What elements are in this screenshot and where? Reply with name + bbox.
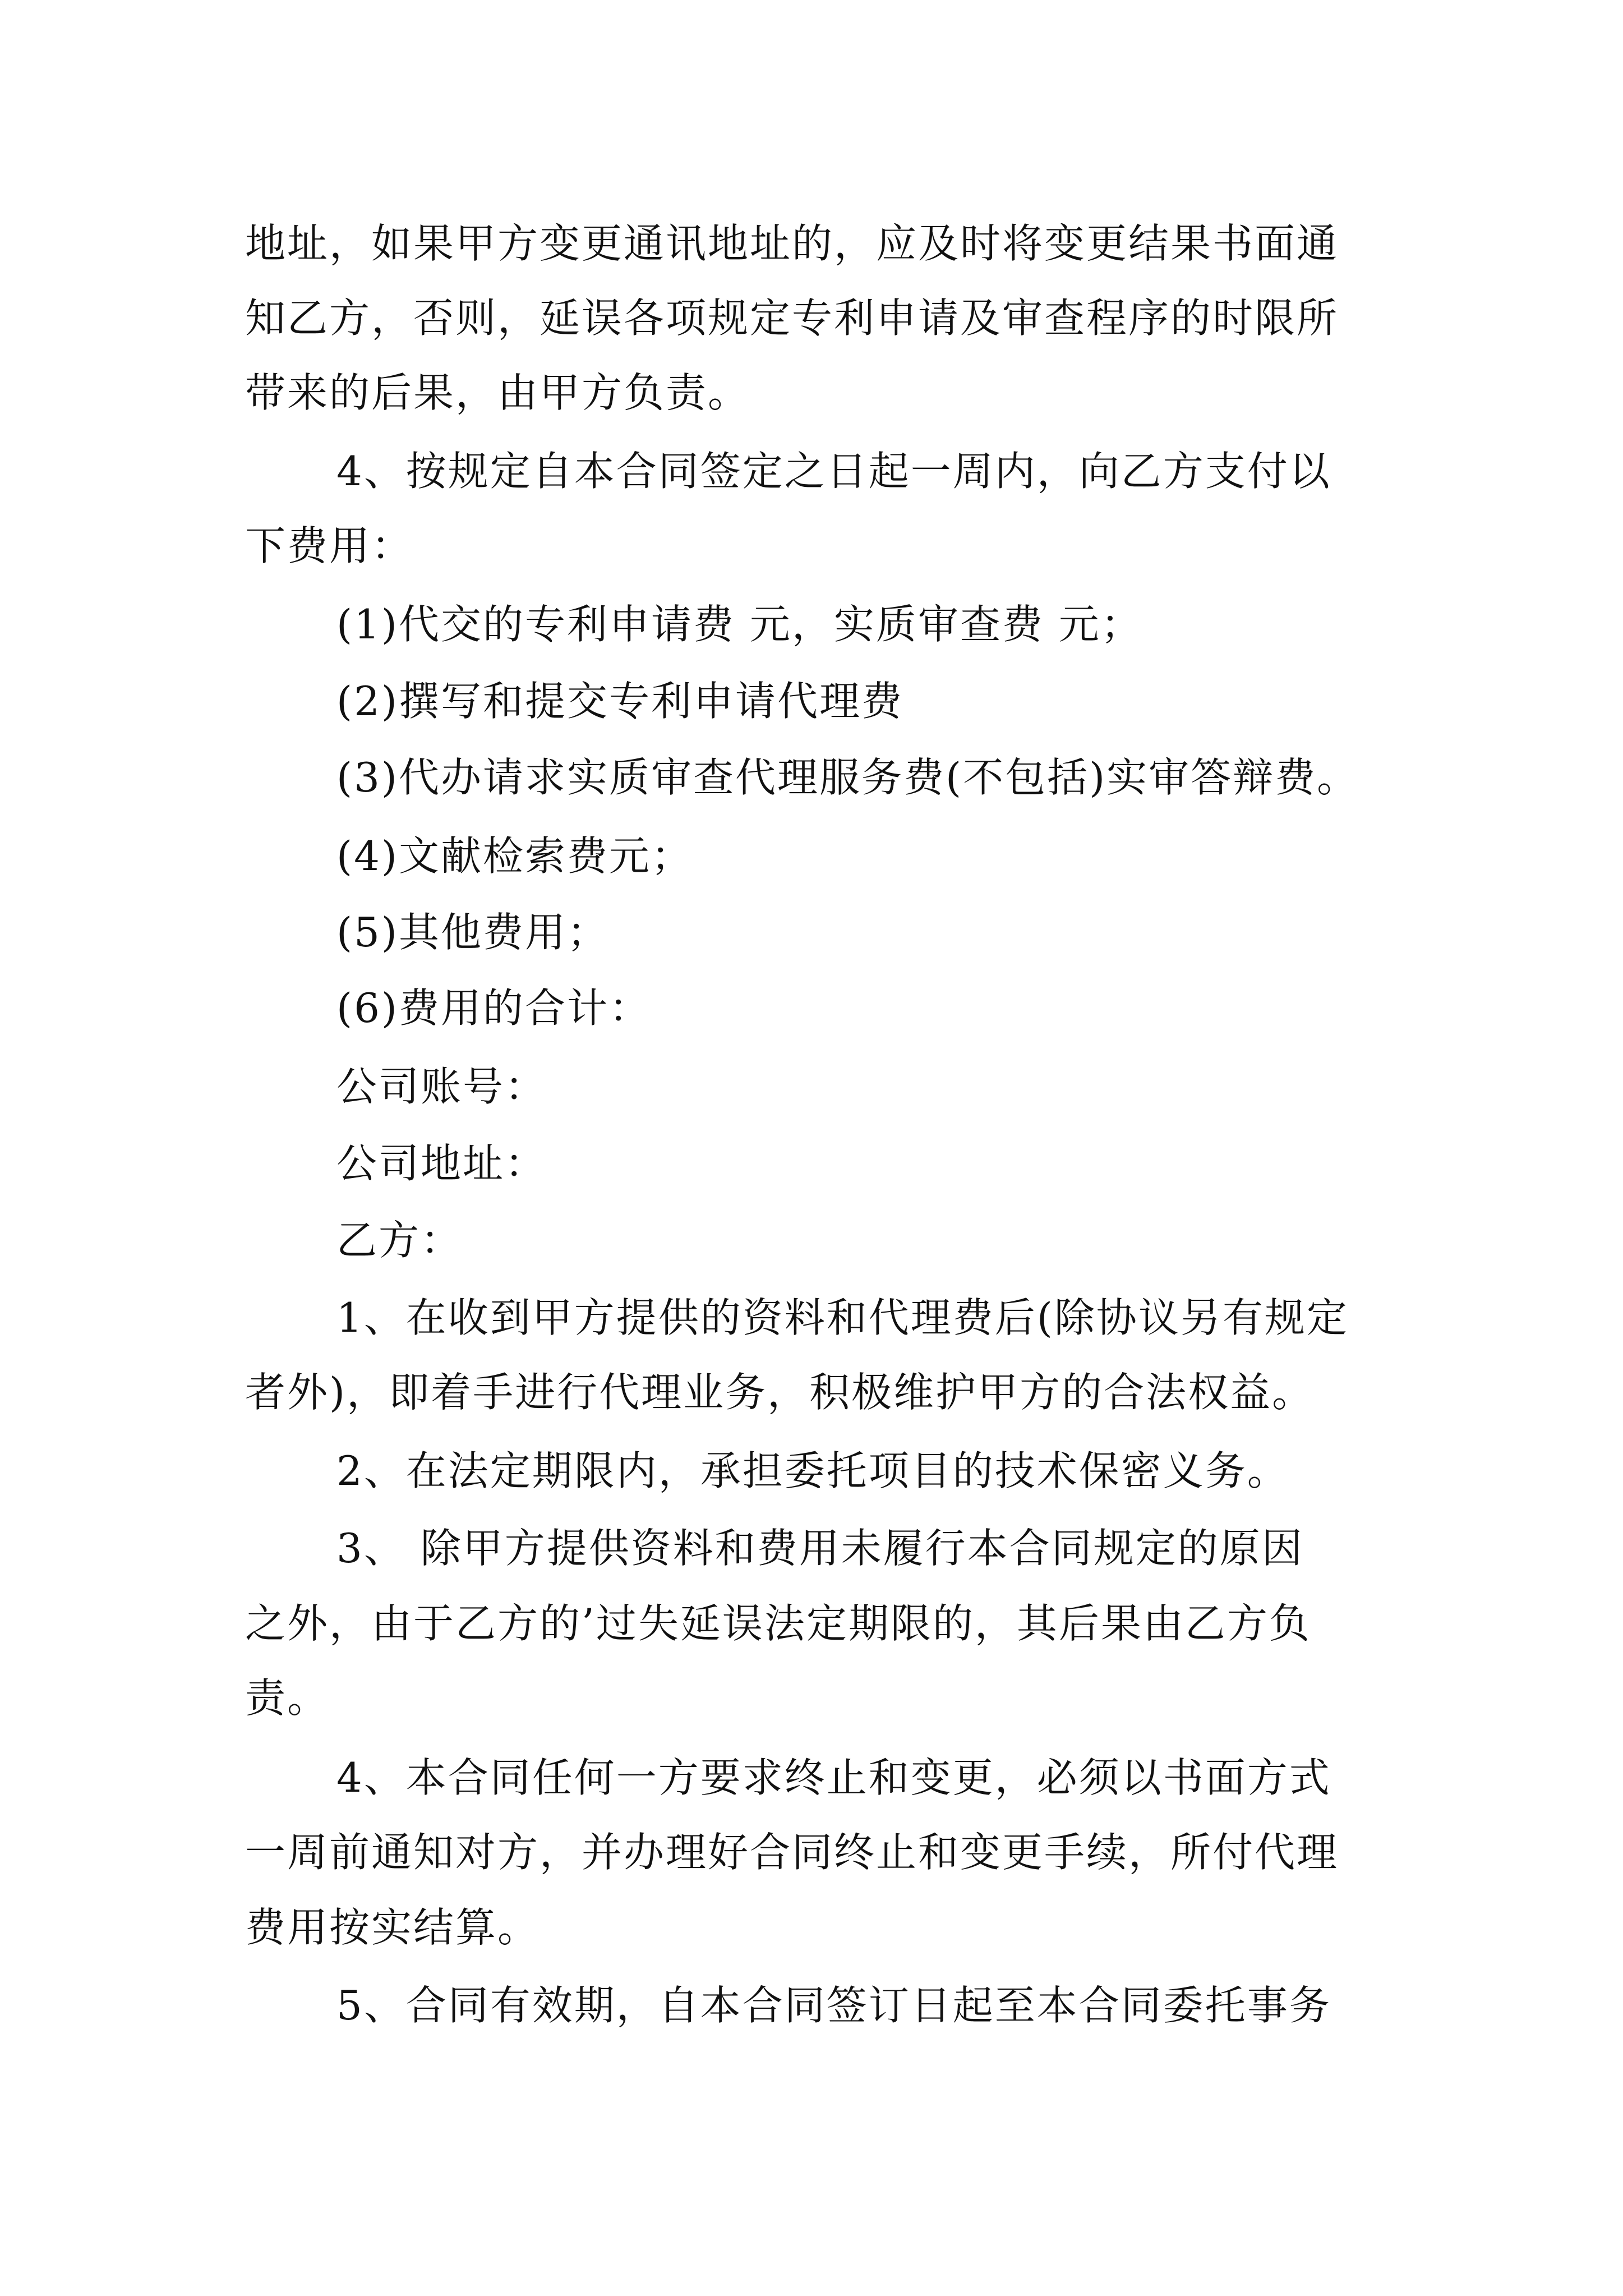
text-line: 2、在法定期限内，承担委托项目的技术保密义务。	[336, 1447, 1289, 1494]
text-line: 5、合同有效期，自本合同签订日起至本合同委托事务	[336, 1982, 1331, 2029]
text-line: 3、 除甲方提供资料和费用未履行本合同规定的原因	[336, 1525, 1304, 1572]
text-line: 费用按实结算。	[245, 1904, 540, 1951]
text-line: (2)撰写和提交专利申请代理费	[336, 678, 903, 725]
text-line: 者外)，即着手进行代理业务，积极维护甲方的合法权益。	[245, 1369, 1315, 1416]
text-line: (1)代交的专利申请费 元，实质审查费 元；	[336, 601, 1143, 648]
text-line: 4、本合同任何一方要求终止和变更，必须以书面方式	[336, 1754, 1331, 1801]
text-line: 公司账号：	[336, 1063, 547, 1110]
text-line: (5)其他费用；	[336, 909, 609, 956]
text-line: 乙方：	[336, 1217, 463, 1264]
text-line: (6)费用的合计：	[336, 984, 651, 1032]
text-line: (4)文献检索费元；	[336, 832, 693, 880]
text-line: 公司地址：	[336, 1140, 547, 1187]
text-line: 带来的后果，由甲方负责。	[245, 369, 750, 416]
text-line: 一周前通知对方，并办理好合同终止和变更手续，所付代理	[245, 1829, 1339, 1876]
text-line: 地址，如果甲方变更通讯地址的，应及时将变更结果书面通	[245, 220, 1339, 267]
text-line: 4、按规定自本合同签定之日起一周内，向乙方支付以	[336, 448, 1331, 495]
text-line: (3)代办请求实质审查代理服务费(不包括)实审答辩费。	[336, 754, 1359, 801]
text-line: 知乙方，否则，延误各项规定专利申请及审查程序的时限所	[245, 295, 1339, 342]
text-line: 之外，由于乙方的’过失延误法定期限的，其后果由乙方负	[245, 1600, 1311, 1647]
text-line: 1、在收到甲方提供的资料和代理费后(除协议另有规定	[336, 1294, 1349, 1341]
text-line: 下费用：	[245, 522, 414, 569]
text-line: 责。	[245, 1674, 330, 1722]
